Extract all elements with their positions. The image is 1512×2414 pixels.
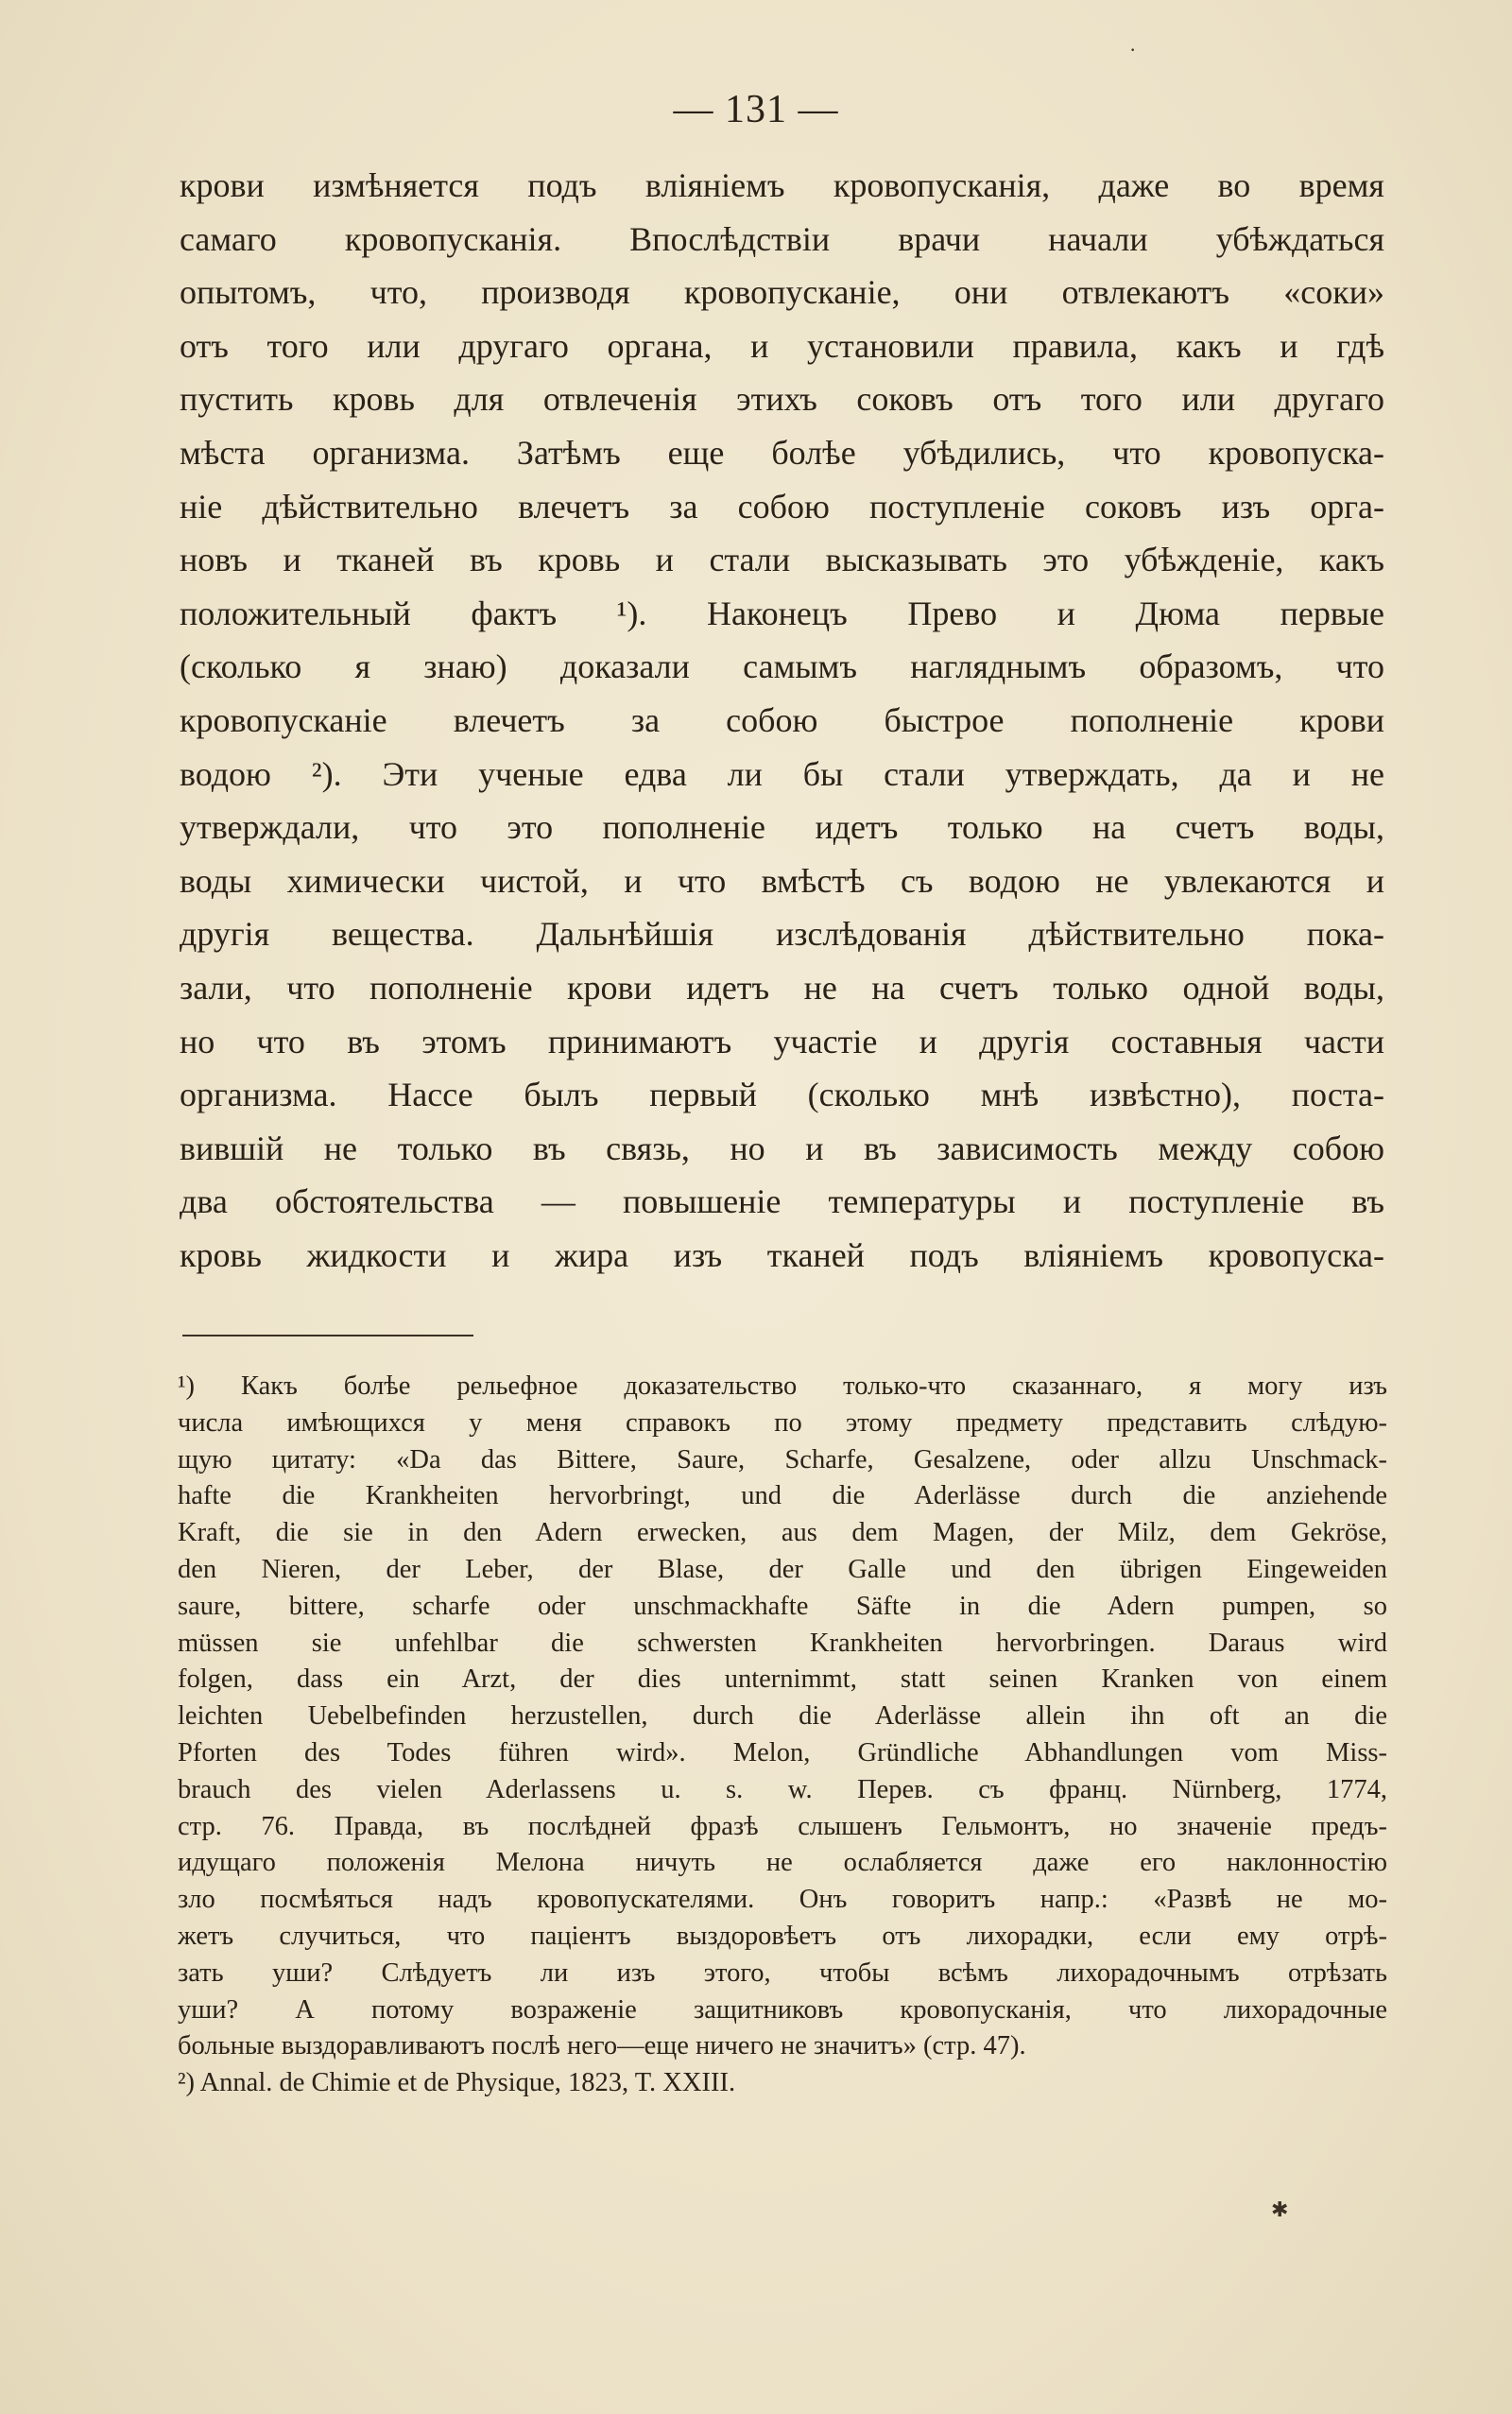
footnote-line: leichten Uebelbefinden herzustellen, durch die Aderlässe allein ihn oft an die bbox=[178, 1701, 1387, 1732]
footnote-line: ¹) Какъ болѣе рельефное доказательство только-что сказаннаго, я могу изъ bbox=[178, 1371, 1387, 1401]
footnote-line: щую цитату: «Da das Bittere, Saure, Scharfe, Gesalzene, oder allzu Unschmack- bbox=[178, 1444, 1387, 1474]
footnote-line: жетъ случиться, что паціентъ выздоровѣетъ отъ лихорадки, если ему отрѣ- bbox=[178, 1921, 1387, 1951]
text-line: кровопусканіе влечетъ за собою быстрое пополненіе крови bbox=[180, 700, 1384, 739]
footnote-line: müssen sie unfehlbar die schwersten Krankheiten hervorbringen. Daraus wird bbox=[178, 1628, 1387, 1658]
text-line: самаго кровопусканія. Впослѣдствіи врачи начали убѣждаться bbox=[180, 219, 1384, 258]
text-line: но что въ этомъ принимаютъ участіе и другія составныя части bbox=[180, 1022, 1384, 1060]
footnote-line: зло посмѣяться надъ кровопускателями. Онъ говоритъ напр.: «Развѣ не мо- bbox=[178, 1885, 1387, 1915]
page-number: — 131 — bbox=[673, 88, 839, 131]
text-line: утверждали, что это пополненіе идетъ только на счетъ воды, bbox=[180, 808, 1384, 847]
footnote-line: folgen, dass ein Arzt, der dies unternimmt, statt seinen Kranken von einem bbox=[178, 1664, 1387, 1695]
footnote-line: brauch des vielen Aderlassens u. s. w. Перев. съ франц. Nürnberg, 1774, bbox=[178, 1774, 1387, 1804]
footnote-line: зать уши? Слѣдуетъ ли изъ этого, чтобы всѣмъ лихорадочнымъ отрѣзать bbox=[178, 1957, 1387, 1988]
print-speck: ✱ bbox=[1271, 2198, 1289, 2221]
text-line: пустить кровь для отвлеченія этихъ соковъ отъ того или другаго bbox=[180, 380, 1384, 419]
text-line: ніе дѣйствительно влечетъ за собою поступленіе соковъ изъ орга- bbox=[180, 487, 1384, 526]
footnote-1 bbox=[178, 1369, 1387, 2065]
text-line: новъ и тканей въ кровь и стали высказывать это убѣжденіе, какъ bbox=[180, 541, 1384, 579]
text-line: опытомъ, что, производя кровопусканіе, они отвлекаютъ «соки» bbox=[180, 273, 1384, 312]
footnote-line: saure, bittere, scharfe oder unschmackhafte Säfte in die Adern pumpen, so bbox=[178, 1591, 1387, 1621]
footnote-line: Pforten des Todes führen wird». Melon, Gründliche Abhandlungen vom Miss- bbox=[178, 1737, 1387, 1767]
text-line: крови измѣняется подъ вліяніемъ кровопусканія, даже во время bbox=[180, 166, 1384, 204]
footnotes bbox=[178, 1369, 1387, 2102]
text-line: водою ²). Эти ученые едва ли бы стали утверждать, да и не bbox=[180, 754, 1384, 793]
footnote-line: hafte die Krankheiten hervorbringt, und die Aderlässe durch die anziehende bbox=[178, 1481, 1387, 1511]
text-line: вившій не только въ связь, но и въ зависимость между собою bbox=[180, 1129, 1384, 1167]
main-text bbox=[180, 159, 1384, 1282]
footnote-line: уши? А потому возраженіе защитниковъ кровопусканія, что лихорадочные bbox=[178, 1994, 1387, 2025]
print-speck: · bbox=[1129, 38, 1137, 61]
text-line: другія вещества. Дальнѣйшія изслѣдованія дѣйствительно пока- bbox=[180, 915, 1384, 954]
text-line: два обстоятельства — повышеніе температуры и поступленіе въ bbox=[180, 1182, 1384, 1221]
text-line: отъ того или другаго органа, и установили правила, какъ и гдѣ bbox=[180, 326, 1384, 365]
text-line: кровь жидкости и жира изъ тканей подъ вліяніемъ кровопуска- bbox=[180, 1235, 1384, 1274]
footnote-line: Kraft, die sie in den Adern erwecken, aus dem Magen, der Milz, dem Gekröse, bbox=[178, 1518, 1387, 1548]
footnote-line: идущаго положенія Мелона ничуть не ослабляется даже его наклонностію bbox=[178, 1848, 1387, 1878]
footnote-line: числа имѣющихся у меня справокъ по этому предмету представить слѣдую- bbox=[178, 1407, 1387, 1438]
footnote-line: больные выздоравливаютъ послѣ него—еще ничего не значитъ» (стр. 47). bbox=[178, 2031, 1026, 2061]
text-line: организма. Нассе былъ первый (сколько мнѣ извѣстно), поста- bbox=[180, 1076, 1384, 1114]
text-line: (сколько я знаю) доказали самымъ нагляднымъ образомъ, что bbox=[180, 647, 1384, 686]
text-line: положительный фактъ ¹). Наконецъ Прево и Дюма первые bbox=[180, 594, 1384, 632]
footnote-separator bbox=[182, 1335, 473, 1336]
text-line: зали, что пополненіе крови идетъ не на счетъ только одной воды, bbox=[180, 968, 1384, 1007]
footnote-line: стр. 76. Правда, въ послѣдней фразѣ слышенъ Гельмонтъ, но значеніе предъ- bbox=[178, 1811, 1387, 1841]
footnote-2: ²) Annal. de Chimie et de Physique, 1823, T. XXIII. bbox=[178, 2068, 736, 2098]
footnote-line: den Nieren, der Leber, der Blase, der Galle und den übrigen Eingeweiden bbox=[178, 1554, 1387, 1584]
text-line: воды химически чистой, и что вмѣстѣ съ водою не увлекаются и bbox=[180, 861, 1384, 900]
text-line: мѣста организма. Затѣмъ еще болѣе убѣдились, что кровопуска- bbox=[180, 433, 1384, 472]
